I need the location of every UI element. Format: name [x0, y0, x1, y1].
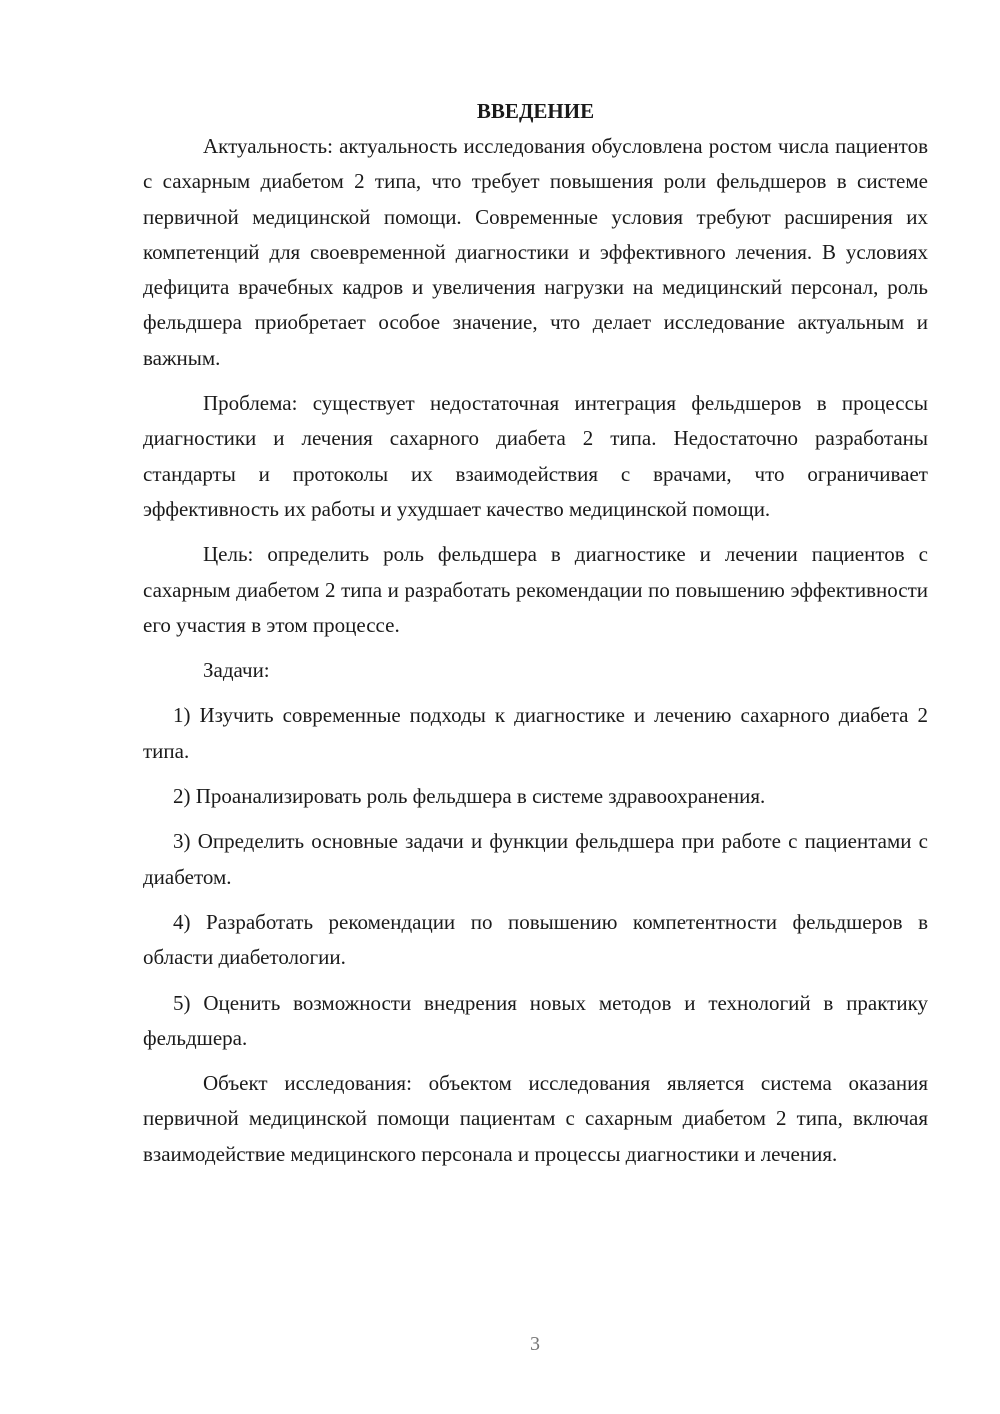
section-title: ВВЕДЕНИЕ	[476, 99, 595, 123]
paragraph-tasks-heading: Задачи:	[203, 658, 270, 683]
task-item-2: 2) Проанализировать роль фельдшера в системе здравоохранения.	[173, 784, 766, 809]
paragraph-problem: Проблема: существует недостаточная интеграция фельдшеров в процессы диагностики и лечения сахарного диабета 2 типа. Недостаточно разработаны стандарты и протоколы их взаимодействия с врачами, что ограничивает эффективность их работы и ухудшает качество медицинской помощи.	[143, 391, 928, 521]
paragraph-object: Объект исследования: объектом исследования является система оказания первичной медицинской помощи пациентам с сахарным диабетом 2 типа, включая взаимодействие медицинского персонала и процессы диагностики и лечения.	[143, 1071, 928, 1166]
task-item-3: 3) Определить основные задачи и функции фельдшера при работе с пациентами с диабетом.	[143, 829, 928, 889]
paragraph-goal: Цель: определить роль фельдшера в диагностике и лечении пациентов с сахарным диабетом 2 типа и разработать рекомендации по повышению эффективности его участия в этом процессе.	[143, 542, 928, 637]
task-item-5: 5) Оценить возможности внедрения новых методов и технологий в практику фельдшера.	[143, 990, 928, 1050]
document-page	[143, 94, 928, 1182]
task-item-1: 1) Изучить современные подходы к диагностике и лечению сахарного диабета 2 типа.	[143, 703, 928, 763]
task-item-4: 4) Разработать рекомендации по повышению компетентности фельдшеров в области диабетологии.	[143, 909, 928, 970]
page-number: 3	[530, 1333, 540, 1355]
paragraph-relevance: Актуальность: актуальность исследования обусловлена ростом числа пациентов с сахарным диабетом 2 типа, что требует повышения роли фельдшеров в системе первичной медицинской помощи. Современные условия требуют расширения их компетенций для своевременной диагностики и эффективного лечения. В условиях дефицита врачебных кадров и увеличения нагрузки на медицинский персонал, роль фельдшера приобретает особое значение, что делает исследование актуальным и важным.	[143, 134, 928, 370]
